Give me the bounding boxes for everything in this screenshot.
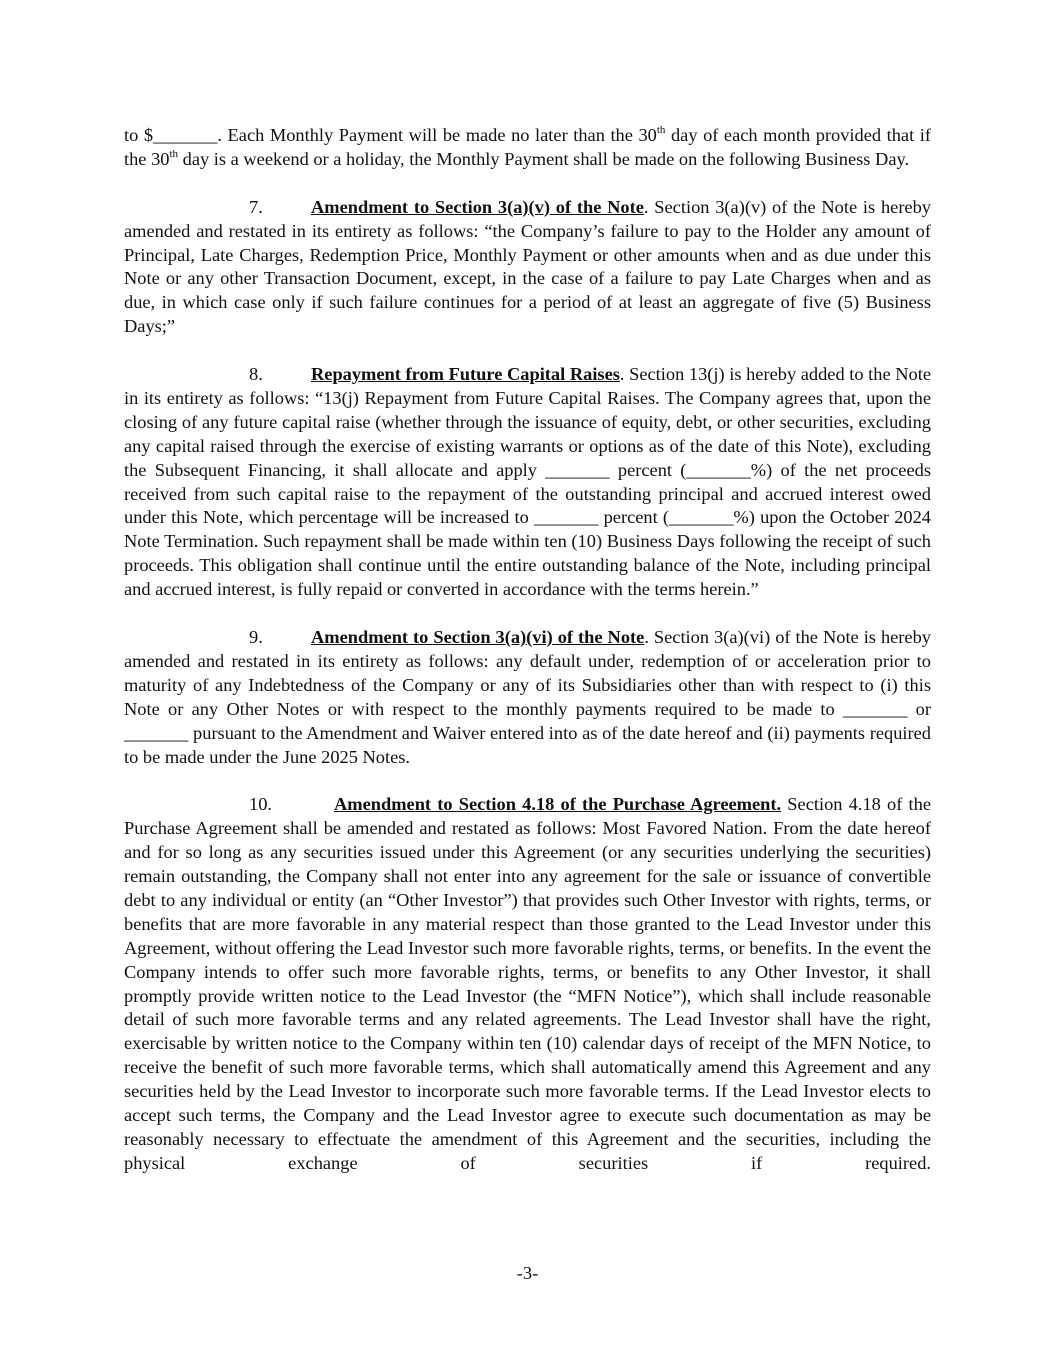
- carryover-text-2: day of each month provided that if the 30: [124, 125, 931, 169]
- section-heading: Amendment to Section 3(a)(v) of the Note: [311, 196, 644, 217]
- section-body: . Section 3(a)(vi) of the Note is hereby amended and restated in its entirety as follows: any default under, redemption of or acceleration prior to maturity of any Indebtedness of the Company or any of its Subsidiaries other than with respect to (i) this Note or any Other Notes or with respect to the monthly payments required to be made to _______ or _______ pursuant to the Amendment and Waiver entered into as of the date hereof and (ii) payments required to be made under the June 2025 Notes.: [124, 626, 931, 767]
- section-10-paragraph: [124, 793, 931, 1176]
- section-body: Section 4.18 of the Purchase Agreement shall be amended and restated as follows: Most Favored Nation. From the date hereof and for so long as any securities issued under this Agreement (or any securities underlying the securities) remain outstanding, the Company shall not enter into any agreement for the sale or issuance of convertible debt to any individual or entity (an “Other Investor”) that provides such Other Investor with rights, terms, or benefits that are more favorable in any material respect than those granted to the Lead Investor under this Agreement, without offering the Lead Investor such more favorable rights, terms, or benefits. In the event the Company intends to offer such more favorable rights, terms, or benefits to any Other Investor, it shall promptly provide written notice to the Lead Investor (the “MFN Notice”), which shall include reasonable detail of such more favorable terms and any related agreements. The Lead Investor shall have the right, exercisable by written notice to the Company within ten (10) calendar days of receipt of the MFN Notice, to receive the benefit of such more favorable terms, which shall automatically amend this Agreement and any securities held by the Lead Investor to incorporate such more favorable terms. If the Lead Investor elects to accept such terms, the Company and the Lead Investor agree to execute such documentation as may be reasonably necessary to effectuate the amendment of this Agreement and the securities, including the physical exchange of securities if required.: [124, 794, 931, 1173]
- section-number: 10.: [249, 794, 272, 815]
- carryover-paragraph: [124, 124, 931, 172]
- section-heading: Amendment to Section 4.18 of the Purchase Agreement.: [334, 794, 782, 815]
- page-number: -3-: [516, 1263, 539, 1283]
- section-heading: Repayment from Future Capital Raises: [311, 364, 620, 385]
- ordinal-superscript: th: [169, 147, 179, 160]
- ordinal-superscript: th: [656, 123, 666, 136]
- section-number: 7.: [249, 196, 263, 217]
- carryover-text-1: to $_______. Each Monthly Payment will be made no later than the 30: [124, 125, 657, 145]
- section-number: 8.: [249, 364, 263, 385]
- section-7-paragraph: [124, 196, 931, 339]
- section-body: . Section 13(j) is hereby added to the Note in its entirety as follows: “13(j) Repayment from Future Capital Raises. The Company agrees that, upon the closing of any future capital raise (whether through the issuance of equity, debt, or other securities, excluding any capital raised through the exercise of existing warrants or options as of the date of this Note), excluding the Subsequent Financing, it shall allocate and apply _______ percent (_______%) of the net proceeds received from such capital raise to the repayment of the outstanding principal and accrued interest owed under this Note, which percentage will be increased to _______ percent (_______%) upon the October 2024 Note Termination. Such repayment shall be made within ten (10) Business Days following the receipt of such proceeds. This obligation shall continue until the entire outstanding balance of the Note, including principal and accrued interest, is fully repaid or converted in accordance with the terms herein.”: [124, 364, 931, 600]
- section-body: . Section 3(a)(v) of the Note is hereby amended and restated in its entirety as follows: “the Company’s failure to pay to the Holder any amount of Principal, Late Charges, Redemption Price, Monthly Payment or other amounts when and as due under this Note or any other Transaction Document, except, in the case of a failure to pay Late Charges when and as due, in which case only if such failure continues for a period of at least an aggregate of five (5) Business Days;”: [124, 196, 931, 337]
- section-heading: Amendment to Section 3(a)(vi) of the Note: [311, 626, 645, 647]
- section-9-paragraph: [124, 626, 931, 769]
- section-8-paragraph: [124, 363, 931, 602]
- section-number: 9.: [249, 626, 263, 647]
- document-page: [124, 124, 931, 1176]
- carryover-text-3: day is a weekend or a holiday, the Monthly Payment shall be made on the following Business Day.: [178, 148, 910, 169]
